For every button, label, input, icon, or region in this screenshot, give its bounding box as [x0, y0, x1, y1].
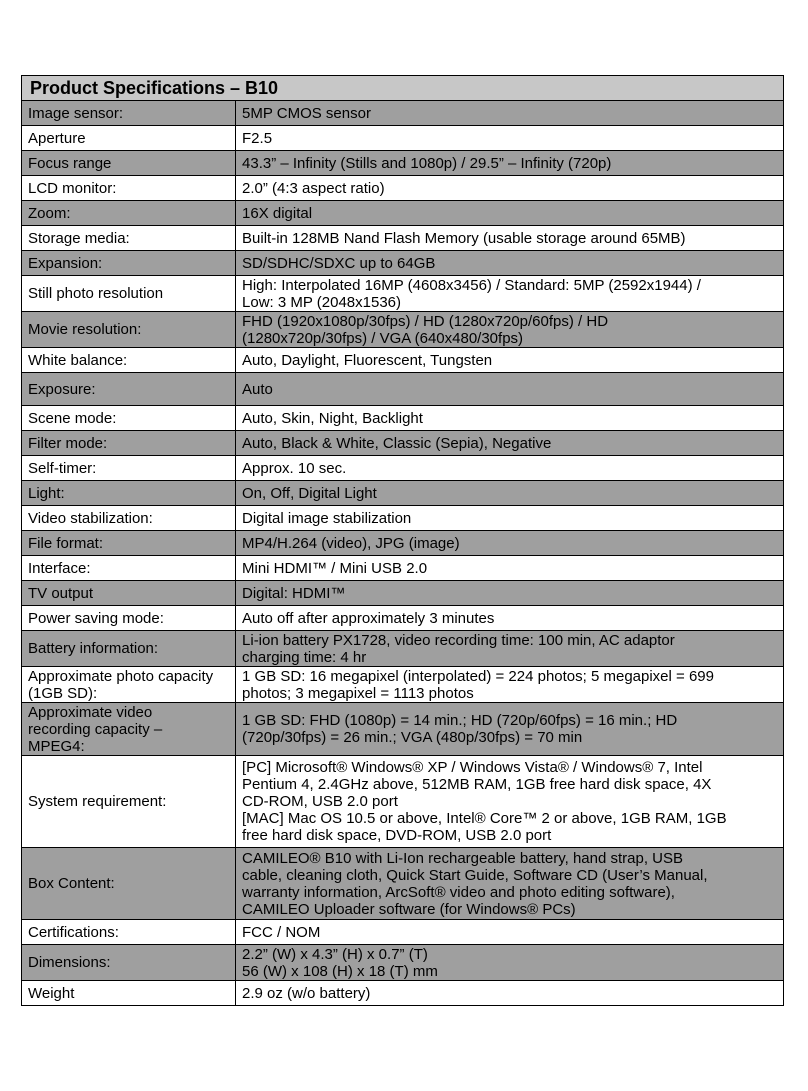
spec-label: Box Content:: [22, 848, 236, 920]
table-row: [22, 667, 784, 703]
spec-label: Dimensions:: [22, 945, 236, 981]
spec-value: SD/SDHC/SDXC up to 64GB: [236, 251, 784, 276]
spec-label: Interface:: [22, 556, 236, 581]
table-row: [22, 556, 784, 581]
spec-label: Expansion:: [22, 251, 236, 276]
table-row: [22, 406, 784, 431]
spec-value: On, Off, Digital Light: [236, 481, 784, 506]
table-row: [22, 201, 784, 226]
spec-value: 5MP CMOS sensor: [236, 101, 784, 126]
spec-value: Built-in 128MB Nand Flash Memory (usable storage around 65MB): [236, 226, 784, 251]
spec-label: Power saving mode:: [22, 606, 236, 631]
table-row: [22, 756, 784, 848]
spec-label: Zoom:: [22, 201, 236, 226]
spec-value: Li-ion battery PX1728, video recording time: 100 min, AC adaptor charging time: 4 hr: [236, 631, 784, 667]
spec-value: Digital: HDMI™: [236, 581, 784, 606]
spec-label: LCD monitor:: [22, 176, 236, 201]
spec-value: Digital image stabilization: [236, 506, 784, 531]
table-row: [22, 431, 784, 456]
table-row: [22, 606, 784, 631]
spec-label: System requirement:: [22, 756, 236, 848]
spec-label: White balance:: [22, 348, 236, 373]
spec-label: Video stabilization:: [22, 506, 236, 531]
spec-label: Self-timer:: [22, 456, 236, 481]
spec-label: Exposure:: [22, 373, 236, 406]
spec-value: 1 GB SD: 16 megapixel (interpolated) = 224 photos; 5 megapixel = 699 photos; 3 megapixel = 1113 photos: [236, 667, 784, 703]
spec-value: FCC / NOM: [236, 920, 784, 945]
spec-label: Light:: [22, 481, 236, 506]
table-row: [22, 481, 784, 506]
spec-label: Storage media:: [22, 226, 236, 251]
table-row: [22, 126, 784, 151]
spec-value: CAMILEO® B10 with Li-Ion rechargeable battery, hand strap, USB cable, cleaning cloth, Quick Start Guide, Software CD (User’s Manual, warranty information, ArcSoft® video and photo editing software), CAMILEO Uploader software (for Windows® PCs): [236, 848, 784, 920]
table-row: [22, 703, 784, 756]
table-row: [22, 506, 784, 531]
spec-value: Auto: [236, 373, 784, 406]
spec-label: Focus range: [22, 151, 236, 176]
spec-table: [21, 75, 784, 1006]
table-row: [22, 848, 784, 920]
table-row: [22, 101, 784, 126]
spec-label: Still photo resolution: [22, 276, 236, 312]
table-row: [22, 312, 784, 348]
spec-label: Approximate video recording capacity – MPEG4:: [22, 703, 236, 756]
table-row: [22, 981, 784, 1006]
table-title: Product Specifications – B10: [22, 76, 784, 101]
spec-label: File format:: [22, 531, 236, 556]
spec-value: [PC] Microsoft® Windows® XP / Windows Vista® / Windows® 7, Intel Pentium 4, 2.4GHz above, 512MB RAM, 1GB free hard disk space, 4X CD-ROM, USB 2.0 port [MAC] Mac OS 10.5 or above, Intel® Core™ 2 or above, 1GB RAM, 1GB free hard disk space, DVD-ROM, USB 2.0 port: [236, 756, 784, 848]
table-title-row: [22, 76, 784, 101]
spec-value: Auto, Black & White, Classic (Sepia), Negative: [236, 431, 784, 456]
table-row: [22, 276, 784, 312]
spec-value: Auto, Skin, Night, Backlight: [236, 406, 784, 431]
table-row: [22, 176, 784, 201]
spec-label: TV output: [22, 581, 236, 606]
spec-value: Mini HDMI™ / Mini USB 2.0: [236, 556, 784, 581]
spec-value: 1 GB SD: FHD (1080p) = 14 min.; HD (720p/60fps) = 16 min.; HD (720p/30fps) = 26 min.; VGA (480p/30fps) = 70 min: [236, 703, 784, 756]
spec-label: Image sensor:: [22, 101, 236, 126]
spec-value: FHD (1920x1080p/30fps) / HD (1280x720p/60fps) / HD (1280x720p/30fps) / VGA (640x480/30fps): [236, 312, 784, 348]
spec-value: F2.5: [236, 126, 784, 151]
table-row: [22, 251, 784, 276]
spec-value: MP4/H.264 (video), JPG (image): [236, 531, 784, 556]
spec-label: Approximate photo capacity (1GB SD):: [22, 667, 236, 703]
spec-label: Movie resolution:: [22, 312, 236, 348]
spec-value: Auto, Daylight, Fluorescent, Tungsten: [236, 348, 784, 373]
spec-value: 2.0” (4:3 aspect ratio): [236, 176, 784, 201]
table-row: [22, 920, 784, 945]
spec-value: 2.9 oz (w/o battery): [236, 981, 784, 1006]
table-row: [22, 581, 784, 606]
spec-label: Weight: [22, 981, 236, 1006]
table-row: [22, 373, 784, 406]
table-row: [22, 631, 784, 667]
spec-label: Aperture: [22, 126, 236, 151]
spec-value: 43.3” – Infinity (Stills and 1080p) / 29.5” – Infinity (720p): [236, 151, 784, 176]
table-row: [22, 226, 784, 251]
spec-label: Battery information:: [22, 631, 236, 667]
spec-value: Auto off after approximately 3 minutes: [236, 606, 784, 631]
spec-value: High: Interpolated 16MP (4608x3456) / Standard: 5MP (2592x1944) / Low: 3 MP (2048x1536): [236, 276, 784, 312]
spec-label: Filter mode:: [22, 431, 236, 456]
spec-label: Certifications:: [22, 920, 236, 945]
spec-value: 16X digital: [236, 201, 784, 226]
spec-value: Approx. 10 sec.: [236, 456, 784, 481]
table-row: [22, 151, 784, 176]
table-row: [22, 348, 784, 373]
table-row: [22, 945, 784, 981]
spec-value: 2.2” (W) x 4.3” (H) x 0.7” (T) 56 (W) x 108 (H) x 18 (T) mm: [236, 945, 784, 981]
spec-label: Scene mode:: [22, 406, 236, 431]
table-row: [22, 456, 784, 481]
table-row: [22, 531, 784, 556]
